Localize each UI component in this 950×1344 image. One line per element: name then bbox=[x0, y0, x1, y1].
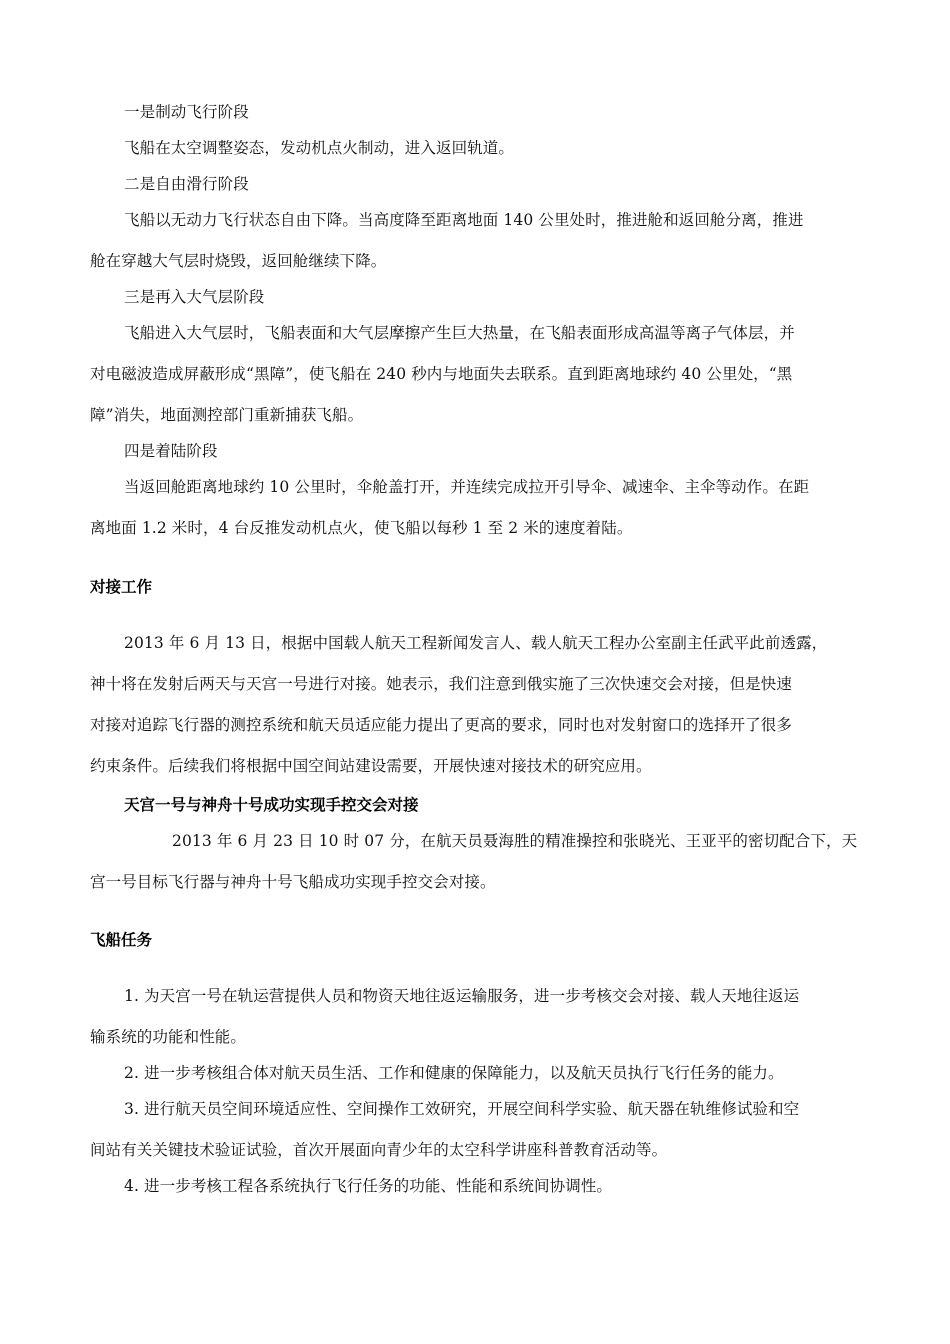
stage4-text-line: 离地面 1.2 米时，4 台反推发动机点火，使飞船以每秒 1 至 2 米的速度着陆。 bbox=[90, 519, 633, 537]
mission-item-3-line: 间站有关关键技术验证试验，首次开展面向青少年的太空科学讲座科普教育活动等。 bbox=[90, 1141, 668, 1159]
stage2-title: 二是自由滑行阶段 bbox=[124, 175, 249, 193]
section-heading-mission: 飞船任务 bbox=[90, 931, 153, 949]
stage3-text-line: 对电磁波造成屏蔽形成“黑障”，使飞船在 240 秒内与地面失去联系。直到距离地球约 40 公里处，“黑 bbox=[90, 365, 793, 383]
section-heading-docking: 对接工作 bbox=[90, 578, 153, 596]
docking-sub-text-line: 宫一号目标飞行器与神舟十号飞船成功实现手控交会对接。 bbox=[90, 873, 496, 891]
docking-text-line: 2013 年 6 月 13 日，根据中国载人航天工程新闻发言人、载人航天工程办公室副主任武平此前透露， bbox=[124, 634, 828, 652]
mission-item-4: 4. 进一步考核工程各系统执行飞行任务的功能、性能和系统间协调性。 bbox=[124, 1177, 613, 1195]
stage2-text-line: 舱在穿越大气层时烧毁，返回舱继续下降。 bbox=[90, 252, 387, 270]
stage3-text-line: 飞船进入大气层时，飞船表面和大气层摩擦产生巨大热量，在飞船表面形成高温等离子气体层，并 bbox=[124, 324, 795, 342]
mission-item-3-line: 3. 进行航天员空间环境适应性、空间操作工效研究，开展空间科学实验、航天器在轨维修试验和空 bbox=[124, 1100, 800, 1118]
docking-sub-text-line: 2013 年 6 月 23 日 10 时 07 分，在航天员聂海胜的精准操控和张晓光、王亚平的密切配合下，天 bbox=[172, 832, 858, 850]
stage4-title: 四是着陆阶段 bbox=[124, 442, 218, 460]
mission-item-1-line: 1. 为天宫一号在轨运营提供人员和物资天地往返运输服务，进一步考核交会对接、载人天地往返运 bbox=[124, 987, 800, 1005]
stage3-text-line: 障”消失，地面测控部门重新捕获飞船。 bbox=[90, 406, 364, 424]
stage1-title: 一是制动飞行阶段 bbox=[124, 103, 249, 121]
mission-item-1-line: 输系统的功能和性能。 bbox=[90, 1028, 247, 1046]
docking-text-line: 神十将在发射后两天与天宫一号进行对接。她表示，我们注意到俄实施了三次快速交会对接，但是快速 bbox=[90, 675, 793, 693]
stage1-text-line: 飞船在太空调整姿态，发动机点火制动，进入返回轨道。 bbox=[124, 139, 515, 157]
stage3-title: 三是再入大气层阶段 bbox=[124, 288, 265, 306]
mission-item-2: 2. 进一步考核组合体对航天员生活、工作和健康的保障能力，以及航天员执行飞行任务的能力。 bbox=[124, 1064, 784, 1082]
stage4-text-line: 当返回舱距离地球约 10 公里时，伞舱盖打开，并连续完成拉开引导伞、减速伞、主伞等动作。在距 bbox=[124, 478, 810, 496]
docking-subheading: 天宫一号与神舟十号成功实现手控交会对接 bbox=[124, 796, 419, 814]
stage2-text-line: 飞船以无动力飞行状态自由下降。当高度降至距离地面 140 公里处时，推进舱和返回舱分离，推进 bbox=[124, 211, 804, 229]
docking-text-line: 对接对追踪飞行器的测控系统和航天员适应能力提出了更高的要求，同时也对发射窗口的选择开了很多 bbox=[90, 716, 793, 734]
docking-text-line: 约束条件。后续我们将根据中国空间站建设需要，开展快速对接技术的研究应用。 bbox=[90, 757, 652, 775]
